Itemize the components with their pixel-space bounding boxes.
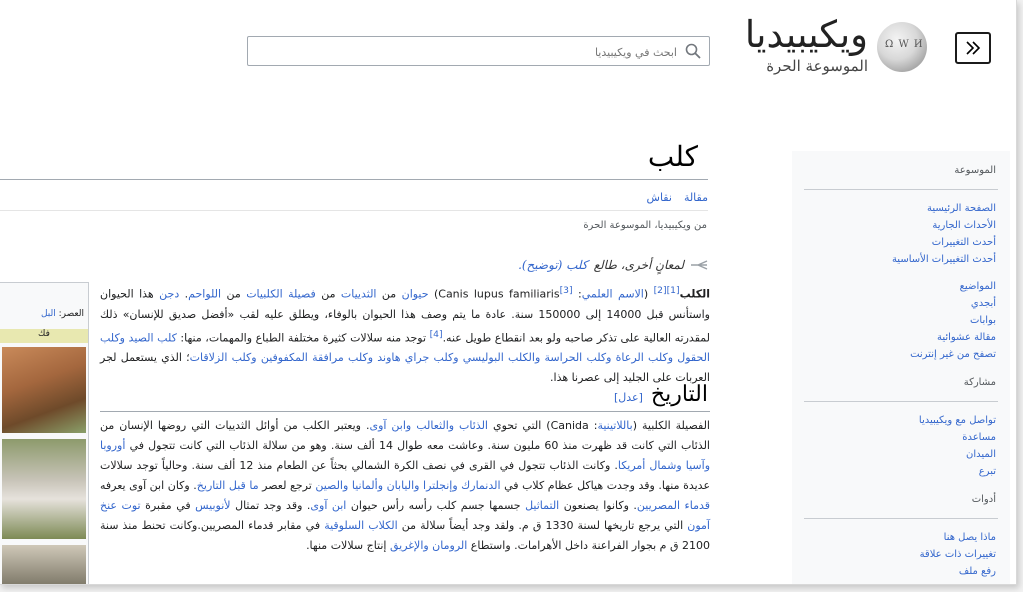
search-icon — [685, 43, 701, 59]
text-run: : Canida) التي تحوي — [488, 419, 598, 432]
text-run: ( — [643, 287, 654, 301]
reference-sup — [654, 285, 680, 296]
text-run: من — [315, 287, 341, 301]
text-run: . وكان ابن آوى يعرفه — [100, 479, 197, 492]
sidebar-list — [792, 200, 1010, 268]
text-run: ) — [428, 287, 439, 301]
wikipedia-globe-logo-icon[interactable] — [877, 22, 927, 72]
inline-link[interactable]: فصيلة الكلبيات — [246, 287, 316, 301]
sidebar-item[interactable]: ماذا يصل هنا — [943, 532, 996, 543]
sidebar-item[interactable]: تبرع — [978, 466, 996, 477]
inline-link[interactable]: الثدييات — [340, 287, 377, 301]
title-divider — [0, 179, 708, 180]
text-run: في مقابر قدماء المصريين.وكانت تحنط منذ سنة 2100 ق م بجوار الفراعنة داخل الأهرامات. واستطاع — [100, 519, 710, 552]
sidebar-item[interactable]: الأحداث الجارية — [932, 220, 996, 231]
sidebar-list — [792, 529, 1010, 580]
site-subtitle: من ويكيبيديا، الموسوعة الحرة — [583, 220, 707, 231]
disambiguation-icon — [690, 260, 708, 270]
page-tabs — [647, 191, 708, 204]
text-run: : Canis lupus familiaris — [438, 287, 582, 301]
inline-link[interactable]: ابن آوى — [310, 499, 347, 512]
inline-link[interactable]: حيوان — [401, 287, 429, 301]
infobox-image-dog-2[interactable] — [2, 439, 86, 539]
search-input[interactable] — [255, 38, 679, 66]
inline-link[interactable]: الذئاب والثعالب وابن آوى — [369, 419, 488, 432]
tabs-divider — [0, 210, 708, 211]
inline-link[interactable]: كلب الصيد وكلب الحقول وكلب الرعاة وكلب الحراسة والكلب البوليسي وكلب جراي هاوند وكلب مرافقة المكفوفين وكلب الزلاقات — [100, 331, 710, 365]
sidebar-divider — [804, 189, 998, 190]
sidebar-toggle-button[interactable] — [955, 32, 991, 64]
text-run: جسمها جسم كلب رأسه رأس حيوان — [346, 499, 526, 512]
sidebar-item[interactable]: أحدث التغييرات الأساسية — [891, 254, 996, 265]
sidebar-item[interactable]: المواضيع — [959, 281, 996, 292]
inline-link[interactable]: لأنوبيس — [195, 499, 231, 512]
text-run: في مقبرة — [140, 499, 196, 512]
history-heading-text: التاريخ — [650, 382, 708, 407]
infobox-bar[interactable]: فك — [0, 329, 88, 343]
sidebar-item[interactable]: تصفح من غير إنترنت — [910, 349, 996, 360]
inline-link[interactable]: دجن — [159, 287, 180, 301]
text-run: الفصيلة الكلبية ( — [632, 419, 710, 432]
sidebar-list — [792, 278, 1010, 363]
text-run: . — [179, 287, 189, 301]
sidebar-item[interactable]: بوابات — [970, 315, 996, 326]
sidebar-item[interactable]: الصفحة الرئيسية — [927, 203, 996, 214]
inline-link[interactable]: التماثيل — [525, 499, 560, 512]
hatnote-link[interactable]: كلب (توضيح). — [518, 258, 588, 272]
text-run: ترجع لعصر — [258, 479, 316, 492]
inline-link[interactable]: الرومان والإغريق — [389, 539, 468, 552]
sidebar-gap — [792, 268, 1010, 278]
infobox-image-dog-1[interactable] — [2, 347, 86, 433]
text-run: من — [376, 287, 402, 301]
inline-link[interactable]: ما قبل التاريخ — [196, 479, 259, 492]
infobox — [0, 282, 89, 585]
inline-link[interactable]: باللاتينية — [597, 419, 633, 432]
sidebar-divider — [804, 518, 998, 519]
text-run: هذا الحيوان واستأنس قبل 14000 إلى 150000 سنة. عادة ما يتم وصف هذا الحيوان بالوفاء، ويطلق عليه لقب «أفضل صديق للإنسان» ذلك لمقدرته العالية على تذكر صاحبه ولو بعد انقطاع طويل عنه. — [100, 287, 710, 345]
inline-link[interactable]: الدنمارك وإنجلترا واليابان وألمانيا والصين — [315, 479, 501, 492]
history-heading — [614, 382, 708, 407]
bold-term: الكلب — [679, 287, 710, 301]
text-run: . وقد وجد تمثال — [230, 499, 311, 512]
infobox-era-link[interactable]: البل — [40, 309, 56, 319]
text-run: إنتاج سلالات منها. — [306, 539, 390, 552]
lead-paragraph — [100, 281, 710, 388]
history-edit-link[interactable]: [عدل] — [613, 391, 643, 404]
reference-sup — [430, 329, 443, 340]
page-title: كلب — [647, 140, 698, 173]
text-run: . وكانت الذئاب تتجول في القرى في نصف الكرة الشمالي بحثاً عن الطعام منذ 12 ألف سنة. وحالياً توجد سلالات عديدة منها. وقد وجدت هياكل عظام كلاب في — [100, 459, 711, 492]
tab-article[interactable]: مقالة — [683, 191, 708, 204]
tab-talk[interactable]: نقاش — [646, 191, 672, 204]
sidebar-heading: الموسوعة — [954, 165, 996, 176]
sidebar-list — [792, 412, 1010, 480]
sidebar-divider — [804, 401, 998, 402]
inline-link[interactable]: اللواحم — [188, 287, 222, 301]
sidebar-item[interactable]: تواصل مع ويكيبيديا — [918, 415, 996, 426]
hatnote-text: لمعانٍ أخرى، طالع — [593, 258, 684, 272]
inline-link[interactable]: الاسم العلمي — [581, 287, 644, 301]
sidebar-item[interactable]: الميدان — [966, 449, 996, 460]
text-run: . ويعتبر الكلب من أوائل الثدييات التي روضها الإنسان من الذئاب التي كانت قد ظهرت منذ 60 مليون سنة. وعاشت معه طوال 14 ألف سنة. وهو من سلالة الذئاب التي كانت تتجول في — [100, 419, 710, 452]
hatnote — [518, 258, 708, 272]
inline-link[interactable]: أوروبا وآسيا وشمال أمريكا — [100, 439, 711, 472]
text-run: . وكانوا يصنعون — [559, 499, 637, 512]
inline-link[interactable]: الكلاب السلوقية — [324, 519, 398, 532]
sidebar-heading: مشاركة — [963, 377, 996, 388]
inline-link[interactable]: قدماء المصريين — [636, 499, 710, 512]
text-run: ؛ الذي يستعمل لجر العربات على الجليد إلى عصرنا هذا. — [100, 351, 710, 385]
inline-link[interactable]: [3] — [559, 285, 573, 296]
infobox-image-dog-3[interactable] — [2, 545, 86, 585]
sidebar-item[interactable]: أحدث التغييرات — [931, 237, 996, 248]
inline-link[interactable]: [4] — [429, 328, 443, 340]
sidebar-item[interactable]: رفع ملف — [958, 566, 996, 577]
inline-link[interactable]: توت عنخ آمون — [100, 499, 710, 532]
sidebar-item[interactable]: تغييرات ذات علاقة — [919, 549, 996, 560]
sidebar-navigation — [792, 151, 1010, 585]
infobox-era-label: العصر: البل — [40, 309, 84, 319]
text-run: من — [221, 287, 247, 301]
sidebar-heading: أدوات — [971, 494, 996, 505]
text-run: التي يرجع تاريخها لسنة 1330 ق م. ولقد وجد أيضاً سلالة من — [397, 519, 688, 532]
wordmark[interactable]: ويكيبيديا — [744, 13, 868, 56]
double-chevron-icon — [963, 40, 983, 56]
reference-sup — [560, 285, 573, 296]
sidebar-item[interactable]: مقالة عشوائية — [936, 332, 996, 343]
tagline: الموسوعة الحرة — [766, 57, 868, 75]
sidebar-item[interactable]: أبجدي — [970, 298, 996, 309]
inline-link[interactable]: [1][2] — [653, 285, 680, 296]
text-run: توجد منه سلالات كثيرة مختلفة الطباع والمهمات، منها: — [176, 331, 430, 345]
search-box[interactable] — [247, 36, 710, 66]
history-paragraph — [100, 416, 710, 556]
sidebar-item[interactable]: مساعدة — [962, 432, 996, 443]
history-divider — [100, 411, 710, 412]
